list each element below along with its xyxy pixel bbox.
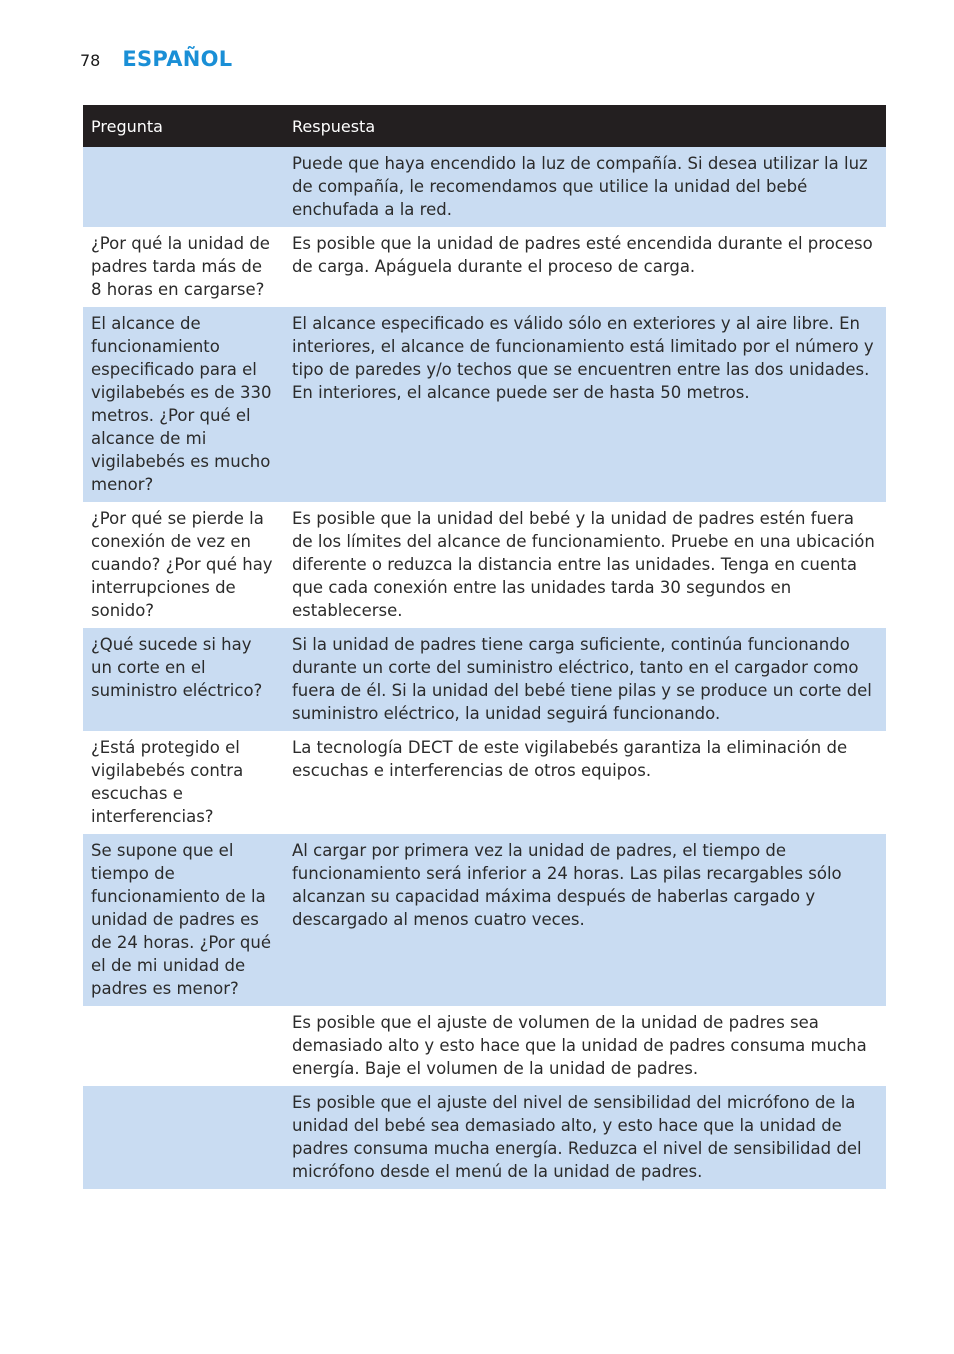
question-cell: ¿Por qué la unidad de padres tarda más de 8 horas en cargarse?: [83, 227, 284, 307]
page-header: [80, 47, 232, 75]
table-row: [83, 227, 886, 307]
table-row: [83, 834, 886, 1006]
faq-table: [83, 105, 886, 1189]
page-number: 78: [80, 51, 101, 70]
question-cell: ¿Qué sucede si hay un corte en el suministro eléctrico?: [83, 628, 284, 731]
section-title: ESPAÑOL: [122, 47, 233, 71]
column-header-question: Pregunta: [83, 105, 284, 147]
table-row: [83, 731, 886, 834]
answer-cell: Es posible que el ajuste de volumen de la unidad de padres sea demasiado alto y esto hace que la unidad de padres consuma mucha energía. Baje el volumen de la unidad de padres.: [284, 1006, 886, 1086]
table-row: [83, 1086, 886, 1189]
answer-cell: Puede que haya encendido la luz de compañía. Si desea utilizar la luz de compañía, le recomendamos que utilice la unidad del bebé enchufada a la red.: [284, 147, 886, 227]
table-header-row: [83, 105, 886, 147]
answer-cell: Es posible que la unidad del bebé y la unidad de padres estén fuera de los límites del alcance de funcionamiento. Pruebe en una ubicación diferente o reduzca la distancia entre las unidades. Tenga en cuenta que cada conexión entre las unidades tarda 30 segundos en establecerse.: [284, 502, 886, 628]
table-row: [83, 1006, 886, 1086]
table-row: [83, 628, 886, 731]
question-cell: [83, 1006, 284, 1086]
answer-cell: Al cargar por primera vez la unidad de padres, el tiempo de funcionamiento será inferior a 24 horas. Las pilas recargables sólo alcanzan su capacidad máxima después de haberlas cargado y descargado al menos cuatro veces.: [284, 834, 886, 1006]
question-cell: ¿Por qué se pierde la conexión de vez en cuando? ¿Por qué hay interrupciones de sonido?: [83, 502, 284, 628]
answer-cell: Es posible que la unidad de padres esté encendida durante el proceso de carga. Apáguela durante el proceso de carga.: [284, 227, 886, 307]
question-cell: [83, 1086, 284, 1189]
table-row: [83, 502, 886, 628]
answer-cell: El alcance especificado es válido sólo en exteriores y al aire libre. En interiores, el alcance de funcionamiento está limitado por el número y tipo de paredes y/o techos que se encuentren entre las dos unidades. En interiores, el alcance puede ser de hasta 50 metros.: [284, 307, 886, 502]
column-header-answer: Respuesta: [284, 105, 886, 147]
answer-cell: La tecnología DECT de este vigilabebés garantiza la eliminación de escuchas e interferencias de otros equipos.: [284, 731, 886, 834]
question-cell: [83, 147, 284, 227]
question-cell: El alcance de funcionamiento especificado para el vigilabebés es de 330 metros. ¿Por qué el alcance de mi vigilabebés es mucho menor?: [83, 307, 284, 502]
table-row: [83, 147, 886, 227]
table-row: [83, 307, 886, 502]
question-cell: Se supone que el tiempo de funcionamiento de la unidad de padres es de 24 horas. ¿Por qué el de mi unidad de padres es menor?: [83, 834, 284, 1006]
question-cell: ¿Está protegido el vigilabebés contra escuchas e interferencias?: [83, 731, 284, 834]
answer-cell: Es posible que el ajuste del nivel de sensibilidad del micrófono de la unidad del bebé sea demasiado alto, y esto hace que la unidad de padres consuma mucha energía. Reduzca el nivel de sensibilidad del micrófono desde el menú de la unidad de padres.: [284, 1086, 886, 1189]
answer-cell: Si la unidad de padres tiene carga suficiente, continúa funcionando durante un corte del suministro eléctrico, tanto en el cargador como fuera de él. Si la unidad del bebé tiene pilas y se produce un corte del suministro eléctrico, la unidad seguirá funcionando.: [284, 628, 886, 731]
